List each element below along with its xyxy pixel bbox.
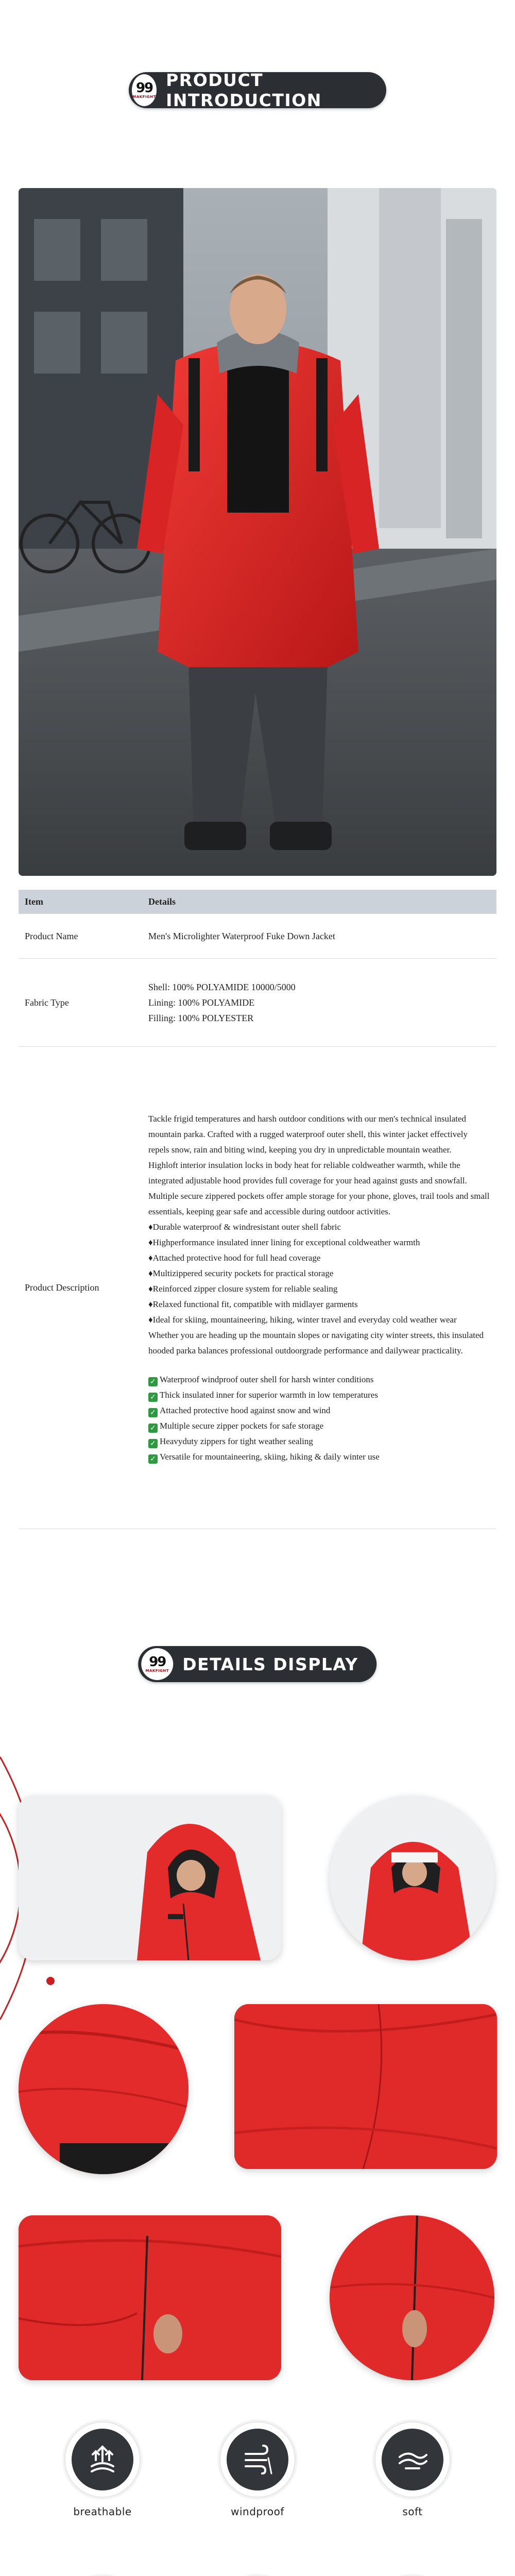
spec-header-details: Details	[142, 890, 496, 914]
checklist-item: ✓ Attached protective hood against snow and wind	[148, 1403, 490, 1418]
check-icon: ✓	[148, 1377, 158, 1386]
spec-table	[19, 890, 496, 1529]
feature-soft	[356, 2421, 469, 2518]
soft-icon	[394, 2442, 431, 2478]
feature-label: soft	[402, 2505, 423, 2518]
description-bullet: ♦Reinforced zipper closure system for reliable sealing	[148, 1283, 338, 1294]
check-icon: ✓	[148, 1439, 158, 1448]
brand-logo	[141, 1648, 173, 1680]
check-icon: ✓	[148, 1393, 158, 1402]
details-display-banner	[138, 1646, 376, 1682]
brand-logo-number: 99	[149, 1654, 166, 1670]
description-bullet: ♦Highperformance insulated inner lining for exceptional coldweather warmth	[148, 1237, 420, 1247]
description-bullet: ♦Multizippered security pockets for practical storage	[148, 1268, 334, 1278]
fabric-type-label: Fabric Type	[19, 959, 142, 1047]
brand-logo-number: 99	[135, 80, 153, 96]
windproof-icon	[239, 2442, 276, 2478]
description-bullet: ♦Durable waterproof & windresistant outer shell fabric	[148, 1222, 341, 1232]
hero-product-photo	[19, 188, 496, 876]
fabric-type-value	[142, 959, 496, 1047]
detail-photo-sleeve	[19, 2004, 188, 2174]
detail-photo-pocket-circle	[330, 2215, 494, 2380]
description-paragraph: Highloft interior insulation locks in body heat for reliable coldweather warmth, while the integrated adjustable hood provides full coverage for your head against gusts and snowfall. Multiple secure zippered pockets offer ample storage for your phone, gloves, trail tools and small essentials, keeping gear safe and accessible during outdoor activities.	[148, 1160, 490, 1216]
spec-row-description	[19, 1047, 496, 1529]
feature-label: windproof	[231, 2505, 284, 2518]
spec-header-item: Item	[19, 890, 142, 914]
details-display-title: DETAILS DISPLAY	[182, 1654, 358, 1674]
checklist-item: ✓ Thick insulated inner for superior warmth in low temperatures	[148, 1387, 490, 1403]
feature-label: breathable	[73, 2505, 132, 2518]
checklist-item: ✓ Versatile for mountaineering, skiing, hiking & daily winter use	[148, 1449, 490, 1465]
breathable-icon	[84, 2442, 121, 2478]
product-description-value	[142, 1047, 496, 1529]
checklist-item: ✓ Waterproof windproof outer shell for harsh winter conditions	[148, 1372, 490, 1387]
detail-photo-hood-circle	[330, 1795, 494, 1960]
checklist-item: ✓ Multiple secure zipper pockets for safe storage	[148, 1418, 490, 1434]
brand-logo-name: MAKFIGHT	[145, 1669, 169, 1673]
product-name-value: Men's Microlighter Waterproof Fuke Down Jacket	[142, 914, 496, 959]
spec-row-product-name	[19, 914, 496, 959]
product-name-label: Product Name	[19, 914, 142, 959]
checklist-item: ✓ Heavyduty zippers for tight weather sealing	[148, 1434, 490, 1449]
product-introduction-banner	[129, 72, 386, 108]
feature-windproof	[201, 2421, 314, 2518]
detail-photo-hood	[19, 1795, 281, 1960]
description-bullet: ♦Attached protective hood for full head coverage	[148, 1252, 321, 1263]
product-introduction-title: PRODUCT INTRODUCTION	[166, 70, 322, 110]
check-icon: ✓	[148, 1423, 158, 1433]
product-description-label: Product Description	[19, 1047, 142, 1529]
description-bullet: ♦Ideal for skiing, mountaineering, hiking, winter travel and everyday cold weather wear	[148, 1314, 457, 1325]
detail-photo-fabric	[234, 2004, 497, 2169]
description-closing: Whether you are heading up the mountain slopes or navigating city winter streets, this insulated hooded parka balances professional outdoorgrade performance and dailywear practicality.	[148, 1330, 484, 1355]
spec-table-header	[19, 890, 496, 914]
detail-photo-pocket	[19, 2215, 281, 2380]
check-icon: ✓	[148, 1454, 158, 1464]
brand-logo-name: MAKFIGHT	[132, 95, 156, 99]
description-paragraph: Tackle frigid temperatures and harsh outdoor conditions with our men's technical insulated mountain parka. Crafted with a rugged waterproof outer shell, this winter jacket effectively repels snow, rain and biting wind, keeping you dry in unpredictable mountain weather.	[148, 1113, 468, 1155]
spec-row-fabric	[19, 959, 496, 1047]
fabric-line: Filling: 100% POLYESTER	[148, 1013, 254, 1023]
description-bullet: ♦Relaxed functional fit, compatible with midlayer garments	[148, 1299, 358, 1309]
fabric-line: Lining: 100% POLYAMIDE	[148, 997, 255, 1008]
check-icon: ✓	[148, 1408, 158, 1417]
brand-logo	[132, 74, 157, 106]
feature-breathable	[46, 2421, 159, 2518]
fabric-line: Shell: 100% POLYAMIDE 10000/5000	[148, 982, 296, 992]
